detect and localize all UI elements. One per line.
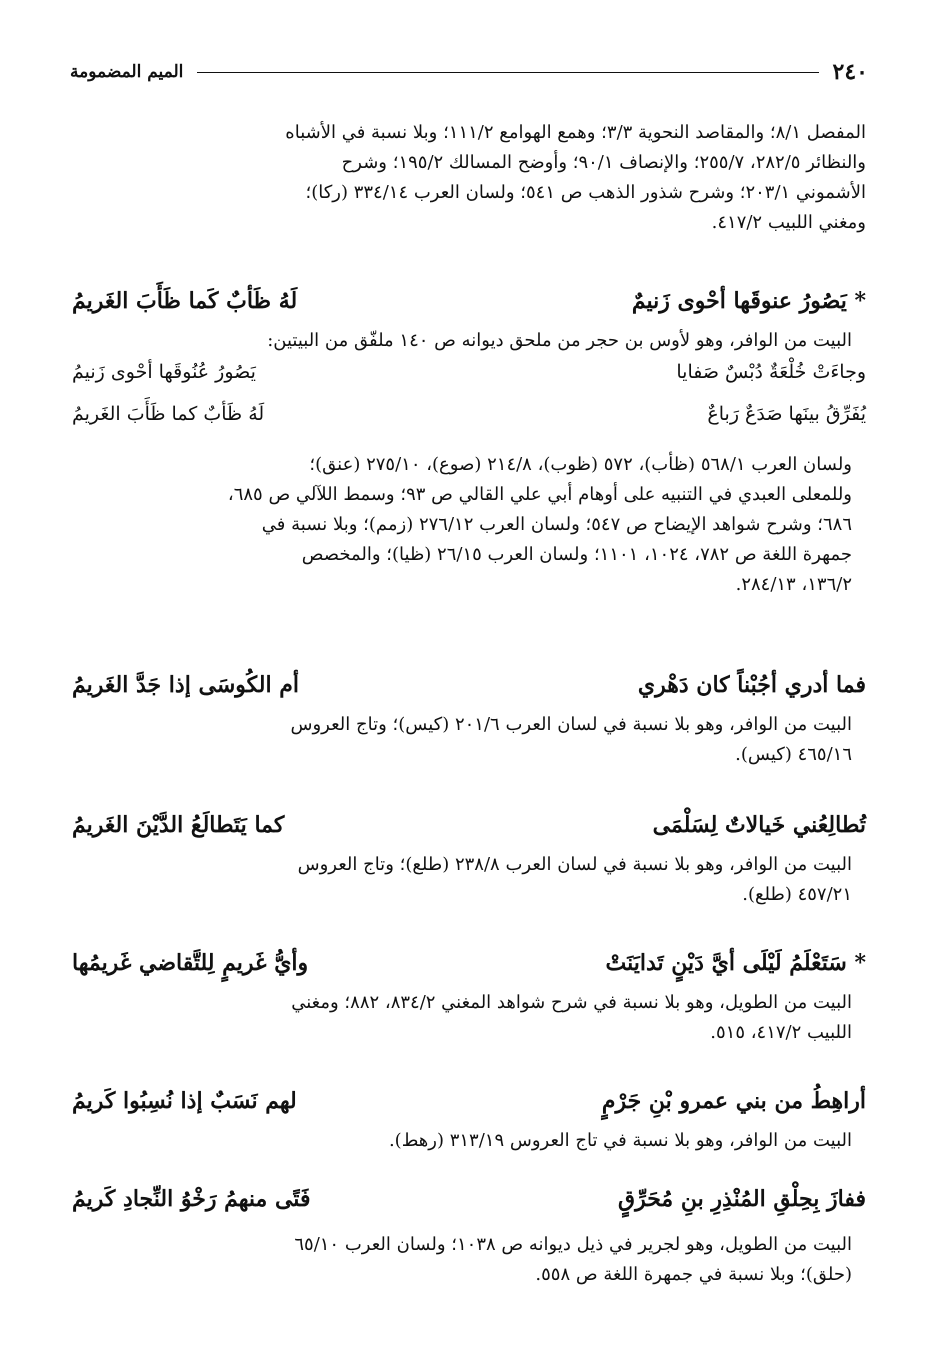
header-rule bbox=[197, 72, 818, 73]
text-line: ٦٨٦؛ وشرح شواهد الإيضاح ص ٥٤٧؛ ولسان العرب ٢٧٦/١٢ (زمم)؛ وبلا نسبة في bbox=[261, 514, 852, 535]
verse-first-hemistich: يُفَرِّقُ بينَها صَدَعٌ رَباعٌ bbox=[707, 403, 866, 425]
quoted-verse-line bbox=[72, 356, 866, 388]
verse-first-hemistich: * سَتَعْلَمُ لَيْلَى أيَّ دَيْنٍ تَدايَنَتْ bbox=[605, 950, 866, 976]
verse-source-note bbox=[72, 850, 866, 910]
verse-second-hemistich: كما يَتَطالَعُ الدَّيْنَ الغَريمُ bbox=[72, 812, 285, 838]
verse-line bbox=[72, 282, 866, 320]
text-line: ٤٦٥/١٦ (كيس). bbox=[735, 744, 852, 765]
verse-second-hemistich: فَتًى منهمُ رَخْوُ النِّجادِ كَريمُ bbox=[72, 1186, 311, 1212]
verse-source-note bbox=[72, 1230, 866, 1290]
verse-source-note bbox=[72, 710, 866, 770]
citation-paragraph bbox=[72, 450, 866, 600]
verse-second-hemistich: لَهُ ظَأبٌ كَما ظَأَبَ الغَريمُ bbox=[72, 288, 298, 314]
text-line: (حلق)؛ وبلا نسبة في جمهرة اللغة ص ٥٥٨. bbox=[535, 1264, 852, 1285]
text-line: الأشموني ٢٠٣/١؛ وشرح شذور الذهب ص ٥٤١؛ ولسان العرب ٣٣٤/١٤ (ركا)؛ bbox=[305, 182, 866, 203]
verse-source-note bbox=[72, 326, 866, 356]
text-line: البيت من الطويل، وهو بلا نسبة في شرح شواهد المغني ٨٣٤/٢، ٨٨٢؛ ومغني bbox=[291, 992, 852, 1013]
text-line: البيت من الطويل، وهو لجرير في ذيل ديوانه ص ١٠٣٨؛ ولسان العرب ٦٥/١٠ bbox=[294, 1234, 852, 1255]
verse-first-hemistich: وجاءَتْ خُلْعَةٌ دُبْسٌ صَفايا bbox=[676, 361, 866, 383]
verse-second-hemistich: وأيُّ غَريمٍ لِلتَّقاضي غَريمُها bbox=[72, 950, 309, 976]
verse-source-note bbox=[72, 1126, 866, 1156]
verse-second-hemistich: لهم نَسَبٌ إذا نُسِبُوا كَريمُ bbox=[72, 1088, 297, 1114]
citation-paragraph bbox=[72, 118, 866, 238]
verse-line bbox=[72, 806, 866, 844]
text-line: اللبيب ٤١٧/٢، ٥١٥. bbox=[710, 1022, 852, 1043]
quoted-verse-line bbox=[72, 398, 866, 430]
text-line: جمهرة اللغة ص ٧٨٢، ١٠٢٤، ١١٠١؛ ولسان العرب ٢٦/١٥ (ظيا)؛ والمخصص bbox=[301, 544, 852, 565]
verse-first-hemistich: تُطالِعُني خَيالاتٌ لِسَلْمَى bbox=[652, 812, 866, 838]
verse-line bbox=[72, 944, 866, 982]
text-line: ١٣٦/٢، ٢٨٤/١٣. bbox=[735, 574, 852, 595]
text-line: ولسان العرب ٥٦٨/١ (ظأب)، ٥٧٢ (ظوب)، ٢١٤/٨ (صوع)، ٢٧٥/١٠ (عنق)؛ bbox=[309, 454, 852, 475]
verse-first-hemistich: * يَصُورُ عنوقَها أحْوى زَنيمٌ bbox=[631, 288, 866, 314]
verse-line bbox=[72, 1082, 866, 1120]
verse-first-hemistich: ففازَ بِحِلْقِ المُنْذِرِ بنِ مُحَرِّقٍ bbox=[618, 1186, 866, 1212]
page-number: ٢٤٠ bbox=[832, 59, 868, 85]
text-line: المفصل ٨/١؛ والمقاصد النحوية ٣/٣؛ وهمع الهوامع ١١١/٢؛ وبلا نسبة في الأشباه bbox=[285, 122, 866, 143]
running-title: الميم المضمومة bbox=[70, 62, 184, 82]
verse-first-hemistich: فما أدري أجُبْناً كان دَهْري bbox=[637, 672, 866, 698]
text-line: والنظائر ٢٨٢/٥، ٢٥٥/٧؛ والإنصاف ٩٠/١؛ وأوضح المسالك ١٩٥/٢؛ وشرح bbox=[341, 152, 866, 173]
text-line: البيت من الوافر، وهو لأوس بن حجر من ملحق ديوانه ص ١٤٠ ملفّق من البيتين: bbox=[267, 330, 852, 351]
verse-source-note bbox=[72, 988, 866, 1048]
verse-second-hemistich: يَصُورُ عُنُوقَها أحْوى زَنيمُ bbox=[72, 361, 256, 383]
page-header bbox=[70, 56, 868, 88]
verse-first-hemistich: أراهِطُ من بني عمرو بْنِ جَرْمٍ bbox=[601, 1088, 866, 1114]
text-line: وللمعلى العبدي في التنبيه على أوهام أبي علي القالي ص ٩٣؛ وسمط اللآلي ص ٦٨٥، bbox=[227, 484, 852, 505]
text-line: البيت من الوافر، وهو بلا نسبة في لسان العرب ٢٠١/٦ (كيس)؛ وتاج العروس bbox=[290, 714, 852, 735]
text-line: ٤٥٧/٢١ (طلع). bbox=[742, 884, 852, 905]
verse-second-hemistich: أم الكُوسَى إذا جَدَّ الغَريمُ bbox=[72, 672, 299, 698]
verse-line bbox=[72, 1180, 866, 1218]
verse-second-hemistich: لَهُ ظَأبٌ كما ظَأَبَ الغَريمُ bbox=[72, 403, 265, 425]
text-line: البيت من الوافر، وهو بلا نسبة في تاج العروس ٣١٣/١٩ (رهط). bbox=[388, 1130, 852, 1151]
text-line: ومغني اللبيب ٤١٧/٢. bbox=[711, 212, 866, 233]
verse-line bbox=[72, 666, 866, 704]
text-line: البيت من الوافر، وهو بلا نسبة في لسان العرب ٢٣٨/٨ (طلع)؛ وتاج العروس bbox=[297, 854, 852, 875]
